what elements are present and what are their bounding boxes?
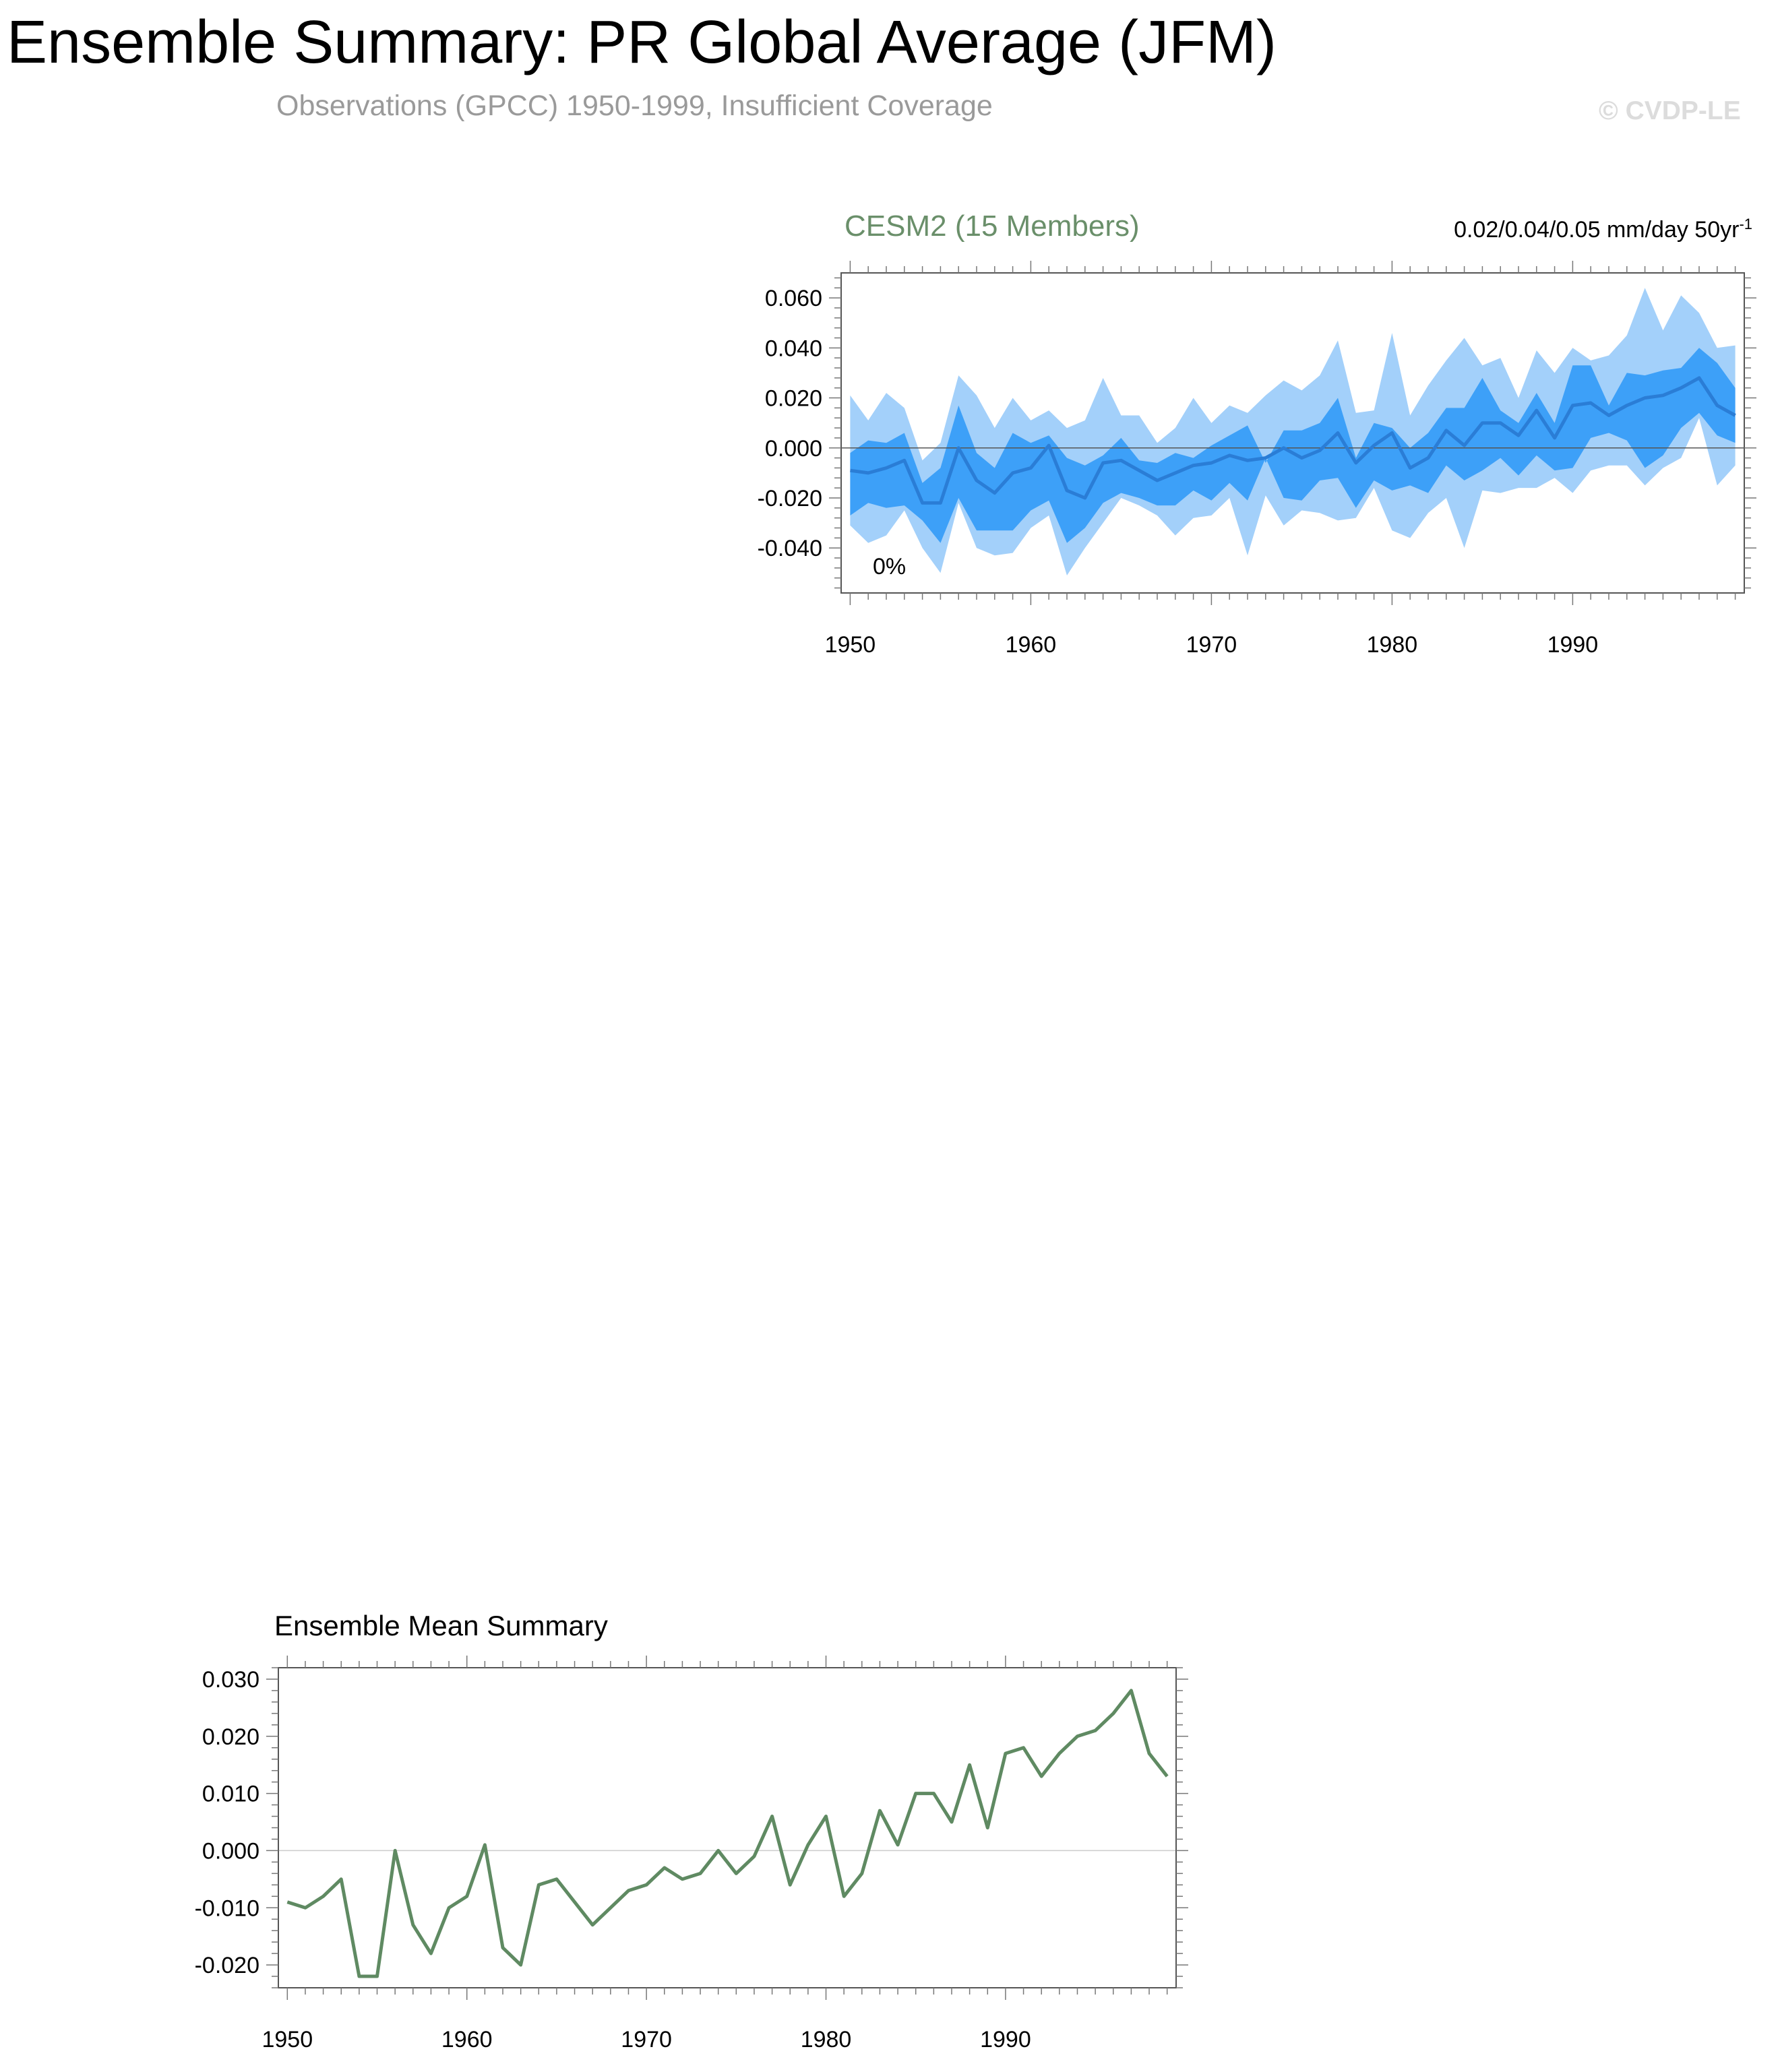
ensemble-y-tick-label: 0.040 [764,336,822,362]
ensemble-x-tick-label: 1950 [824,632,876,658]
ensemble-panel-title: CESM2 (15 Members) [845,210,1140,243]
mean-y-tick-label: 0.020 [202,1724,259,1750]
ensemble-y-tick-label: 0.000 [764,435,822,462]
mean-y-tick-label: 0.030 [202,1666,259,1693]
mean-x-tick-label: 1950 [262,2027,313,2052]
mean-x-tick-label: 1990 [980,2027,1031,2052]
ensemble-y-tick-label: -0.020 [757,485,822,511]
watermark: © CVDP-LE [1599,96,1741,125]
trend-label-superscript: -1 [1739,216,1752,232]
ensemble-spread-chart [758,261,1756,658]
ensemble-y-tick-label: 0.020 [764,385,822,412]
ensemble-y-tick-label: 0.060 [764,286,822,312]
mean-plot-frame [278,1668,1176,1988]
mean-y-tick-label: 0.010 [202,1781,259,1807]
trend-label [1454,216,1752,243]
mean-x-tick-label: 1980 [800,2027,852,2052]
ensemble-x-tick-label: 1970 [1186,632,1237,658]
mean-y-tick-label: -0.010 [194,1895,259,1922]
mean-y-tick-label: -0.020 [194,1953,259,1979]
ensemble-x-tick-label: 1980 [1366,632,1418,658]
mean-x-tick-label: 1970 [621,2027,672,2052]
ensemble-x-tick-label: 1990 [1547,632,1599,658]
trend-label-text: 0.02/0.04/0.05 mm/day 50yr [1454,217,1740,243]
page-subtitle: Observations (GPCC) 1950-1999, Insufficient Coverage [276,90,993,122]
mean-panel-title: Ensemble Mean Summary [274,1610,608,1641]
ensemble-mean-chart [195,1656,1188,2052]
ensemble-x-tick-label: 1960 [1005,632,1057,658]
mean-y-tick-label: 0.000 [202,1838,259,1864]
percent-annotation: 0% [873,554,907,579]
mean-x-tick-label: 1960 [441,2027,493,2052]
ensemble-y-tick-label: -0.040 [757,536,822,562]
page-title: Ensemble Summary: PR Global Average (JFM) [7,9,1277,76]
ensemble-mean-line [287,1691,1167,1976]
